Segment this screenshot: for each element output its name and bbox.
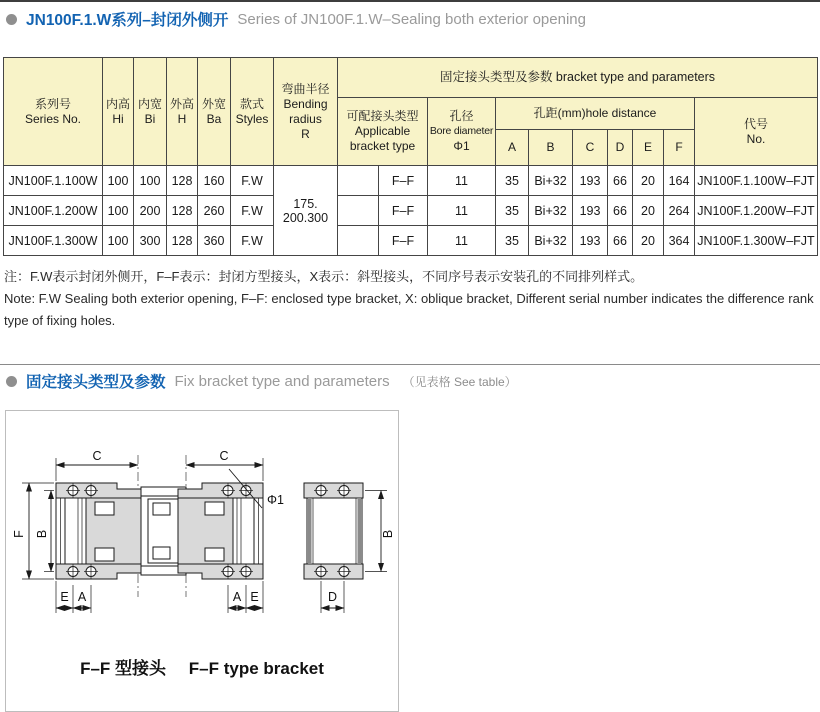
- col-header-series-zh: 系列号: [34, 96, 71, 111]
- col-header-styles: 款式 Styles: [231, 58, 274, 166]
- col-header-inner-height: 内高 Hi: [103, 58, 134, 166]
- table-row: JN100F.1.200W 100 200 128 260 F.W F–F 11 35 Bi+32 193 66 20 264 JN100F.1.200W–FJT: [4, 196, 818, 226]
- section2-title: [6, 370, 517, 392]
- dim-label-b-left: B: [35, 529, 49, 539]
- drawing-caption-en: F–F type bracket: [188, 659, 324, 678]
- bullet-icon: [6, 376, 17, 387]
- drawing-caption-zh: F–F 型接头: [80, 659, 167, 678]
- drawing-caption: [6, 654, 398, 679]
- col-header-code: 代号 No.: [695, 98, 818, 166]
- bracket-icon-cell: [338, 166, 379, 196]
- col-header-outer-height: 外高 H: [167, 58, 198, 166]
- col-header-hole-f: F: [664, 130, 695, 166]
- group-header-bracket: 固定接头类型及参数 bracket type and parameters: [338, 58, 818, 98]
- col-header-hole-a: A: [496, 130, 529, 166]
- cell-code: JN100F.1.100W–FJT: [695, 166, 818, 196]
- table-row: JN100F.1.100W 100 100 128 160 F.W 175. 200.300 F–F 11 35 Bi+32 193 66 20 164 JN100F.1.100W–FJT: [4, 166, 818, 196]
- section1-title-en: Series of JN100F.1.W–Sealing both exterior opening: [237, 10, 586, 28]
- dim-label-f: F: [12, 530, 26, 538]
- section2-title-zh: 固定接头类型及参数: [26, 374, 166, 391]
- cell-series: JN100F.1.200W: [4, 196, 103, 226]
- dim-label-bore-diameter: Φ1: [267, 493, 284, 507]
- dim-label-c-right: C: [219, 449, 229, 463]
- col-header-series-en: Series No.: [24, 111, 82, 126]
- bracket-drawing-panel: [5, 410, 399, 712]
- dim-label-b-right: B: [381, 529, 395, 539]
- section-divider: [0, 364, 820, 365]
- dim-label-e-left: E: [60, 590, 69, 604]
- bullet-icon: [6, 14, 17, 25]
- dim-label-a-left: A: [77, 590, 87, 604]
- cell-series: JN100F.1.100W: [4, 166, 103, 196]
- col-header-series: [4, 58, 103, 166]
- col-header-hole-e: E: [633, 130, 664, 166]
- section2-hint: （见表格 See table）: [402, 374, 517, 389]
- col-header-hole-b: B: [529, 130, 573, 166]
- bracket-technical-drawing: [6, 411, 396, 646]
- bracket-icon-cell: [338, 196, 379, 226]
- dim-label-d: D: [327, 590, 338, 604]
- col-header-outer-width: 外宽 Ba: [198, 58, 231, 166]
- bracket-icon-cell: [338, 226, 379, 256]
- col-header-hole-d: D: [608, 130, 633, 166]
- note-en: Note: F.W Sealing both exterior opening, F–F: enclosed type bracket, X: oblique bracket, Different serial number indicates the difference rank type of fixing holes.: [4, 291, 814, 328]
- col-header-bending-radius: 弯曲半径 Bending radius R: [274, 58, 338, 166]
- dim-label-e-right: E: [250, 590, 259, 604]
- section2-title-en: Fix bracket type and parameters: [174, 372, 390, 390]
- spec-table: [3, 57, 818, 256]
- cell-code: JN100F.1.300W–FJT: [695, 226, 818, 256]
- col-header-hole-distance: 孔距(mm)hole distance: [496, 98, 695, 130]
- note-zh: 注：F.W表示封闭外侧开，F–F表示：封闭方型接头，X表示：斜型接头，不同序号表示安装孔的不同排列样式。: [4, 269, 644, 284]
- dim-label-c-left: C: [92, 449, 102, 463]
- notes: [4, 266, 819, 332]
- page-top-rule: [0, 0, 820, 2]
- col-header-hole-c: C: [573, 130, 608, 166]
- cell-series: JN100F.1.300W: [4, 226, 103, 256]
- table-row: JN100F.1.300W 100 300 128 360 F.W F–F 11 35 Bi+32 193 66 20 364 JN100F.1.300W–FJT: [4, 226, 818, 256]
- col-header-bore-diameter: 孔径 Bore diameter Φ1: [428, 98, 496, 166]
- col-header-applicable-bracket: 可配接头类型 Applicable bracket type: [338, 98, 428, 166]
- section1-title: [6, 8, 586, 30]
- section1-title-zh: JN100F.1.W系列–封闭外侧开: [26, 12, 229, 29]
- col-header-inner-width: 内宽 Bi: [134, 58, 167, 166]
- dim-label-a-right: A: [232, 590, 242, 604]
- cell-code: JN100F.1.200W–FJT: [695, 196, 818, 226]
- bending-radius-value: 175. 200.300: [274, 166, 338, 256]
